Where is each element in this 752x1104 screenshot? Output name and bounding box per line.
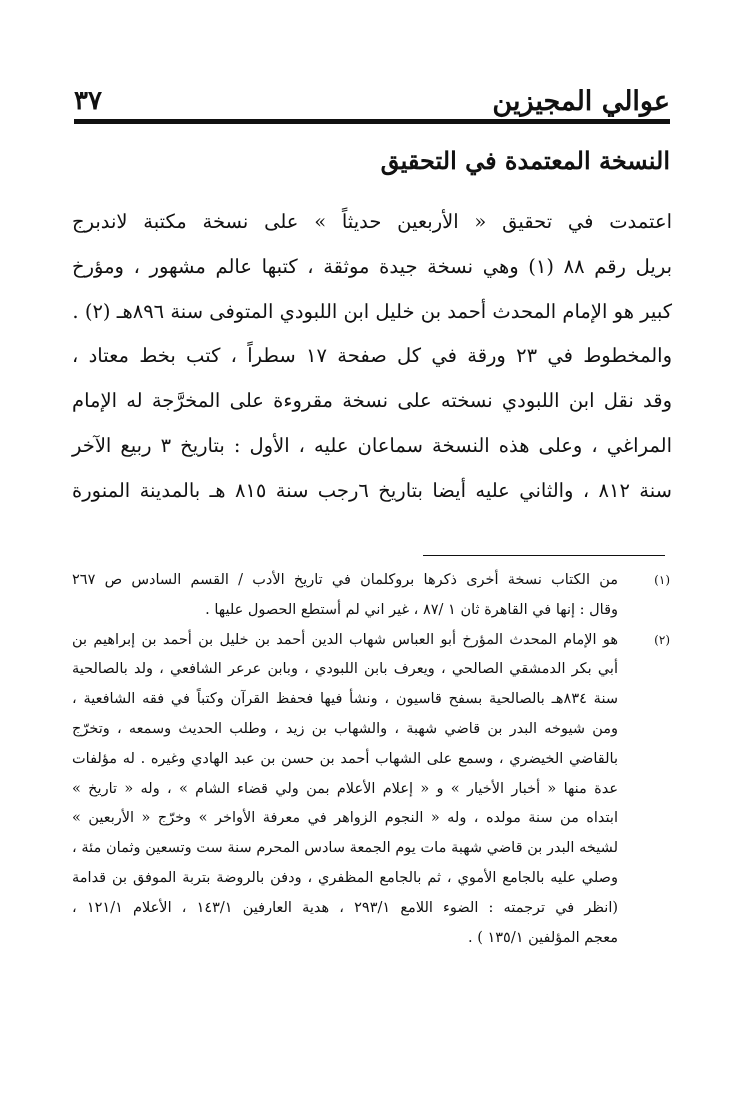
footnote-line: وصلي عليه بالجامع الأموي ، ثم بالجامع المظفري ، ودفن بالروضة بتربة الموفق بن قدامة — [72, 869, 618, 886]
footnote-line: أبي بكر الدمشقي الصالحي ، ويعرف بابن اللبودي ، وبابن عرعر الشافعي ، ولد بالصالحية — [72, 661, 618, 678]
page-header — [74, 82, 670, 122]
body-line: المراغي ، وعلى هذه النسخة سماعان عليه ، الأول : بتاريخ ٣ ربيع الآخر — [72, 433, 672, 457]
footnote-line: سنة ٨٣٤هـ بالصالحية بسفح قاسيون ، ونشأ فيها فحفظ القرآن وكتباً في فقه الشافعية ، — [72, 691, 618, 708]
footnote-1 — [72, 566, 670, 626]
body-text — [72, 200, 672, 514]
page-number: ٣٧ — [74, 86, 102, 116]
footnote-marker: (٢) — [654, 632, 670, 647]
section-heading: النسخة المعتمدة في التحقيق — [380, 146, 670, 175]
body-line: والمخطوط في ٢٣ ورقة في كل صفحة ١٧ سطراً ، كتب بخط معتاد ، — [72, 344, 673, 368]
footnote-line: لشيخه البدر بن قاضي شهبة مات يوم الجمعة سادس المحرم سنة ست وتسعين وثمان مئة ، — [72, 840, 618, 857]
footnote-line: (انظر في ترجمته : الضوء اللامع ٢٩٣/١ ، هدية العارفين ١٤٣/١ ، الأعلام ١٢١/١ ، — [72, 899, 618, 916]
footnote-line: معجم المؤلفين ١٣٥/١ ) . — [467, 929, 618, 946]
body-line: كبير هو الإمام المحدث أحمد بن خليل ابن اللبودي المتوفى سنة ٨٩٦هـ (٢) . — [72, 299, 672, 323]
footnotes — [72, 566, 670, 953]
body-line: اعتمدت في تحقيق « الأربعين حديثاً » على نسخة مكتبة لاندبرج — [72, 210, 672, 233]
footnote-line: بالقاضي الخيضري ، وسمع على الشهاب أحمد بن حسن بن عبد الهادي وغيره . له مؤلفات — [72, 750, 618, 767]
footnote-line: ابتداه من سنة مولده ، وله « النجوم الزواهر في معرفة الأواخر » وخرّج « الأربعين » — [72, 810, 618, 827]
footnote-line: هو الإمام المحدث المؤرخ أبو العباس شهاب الدين أحمد بن خليل بن أحمد بن إبراهيم بن — [72, 631, 618, 648]
footnote-line: من الكتاب نسخة أخرى ذكرها بروكلمان في تاريخ الأدب / القسم السادس ص ٢٦٧ — [72, 572, 618, 588]
body-line: وقد نقل ابن اللبودي نسخته على نسخة مقروءة على المخرَّجة له الإمام — [72, 389, 672, 413]
footnote-separator — [423, 555, 665, 556]
footnote-line: وقال : إنها في القاهرة ثان ١ /٨٧ ، غير اني لم أستطع الحصول عليها . — [205, 601, 618, 618]
footnote-line: ومن شيوخه البدر بن قاضي شهبة ، والشهاب بن زيد ، وطلب الحديث وسمعه ، وتخرّج — [72, 720, 618, 737]
running-title: عوالي المجيزين — [492, 86, 670, 117]
header-rule — [74, 119, 670, 124]
footnote-line: عدة منها « أخبار الأخيار » و « إعلام الأعلام بمن ولي قضاء الشام » ، وله « تاريخ » — [72, 780, 618, 797]
footnote-marker: (١) — [654, 573, 670, 587]
body-line: سنة ٨١٢ ، والثاني عليه أيضا بتاريخ ٦رجب سنة ٨١٥ هـ بالمدينة المنورة — [72, 478, 672, 502]
body-line: بريل رقم ٨٨ (١) وهي نسخة جيدة موثقة ، كتبها عالم مشهور ، ومؤرخ — [72, 254, 673, 278]
footnote-2 — [72, 626, 670, 954]
